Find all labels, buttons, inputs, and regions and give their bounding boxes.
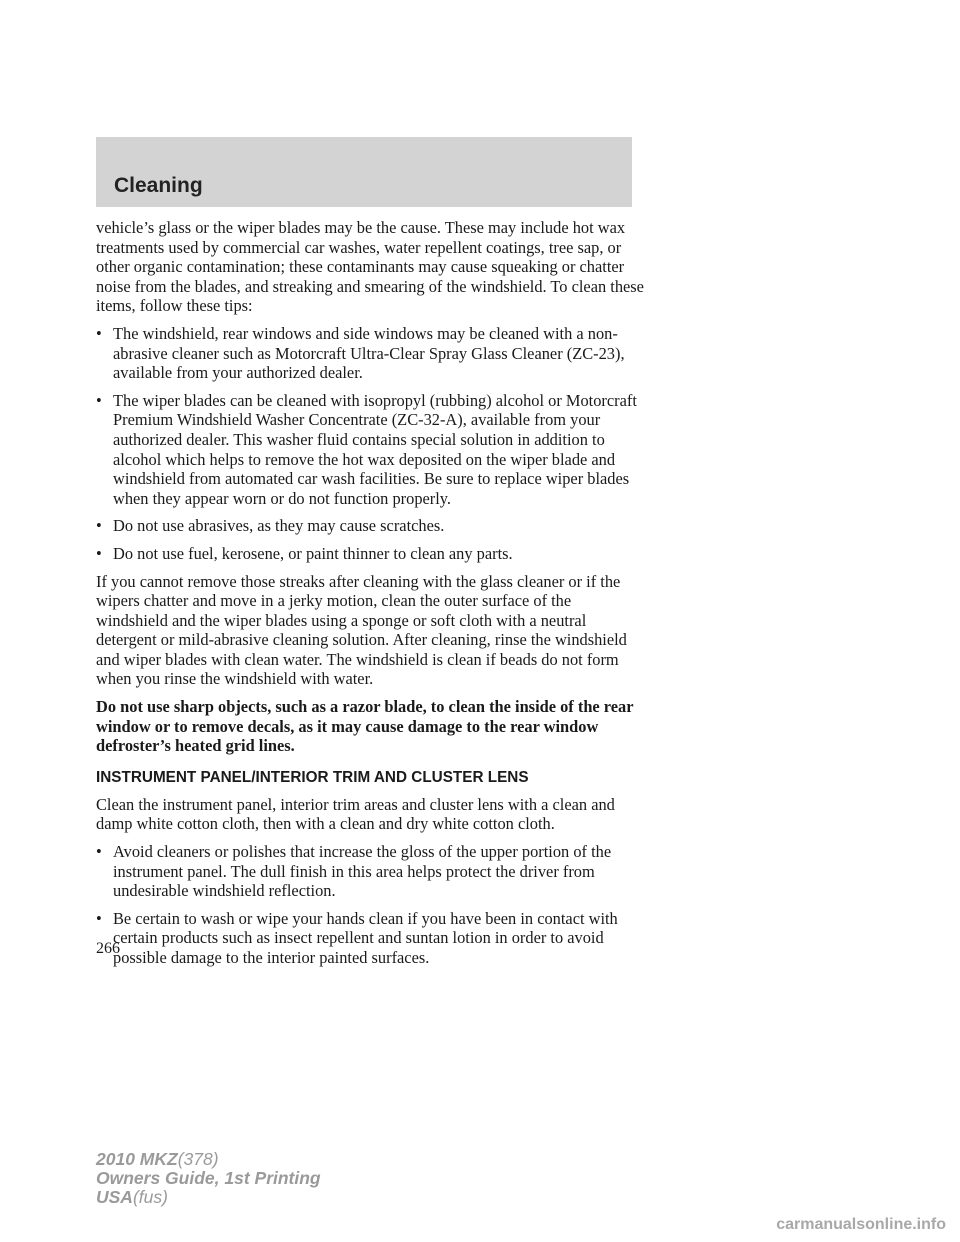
bullet-icon: • [96, 323, 102, 343]
bullet-icon: • [96, 543, 102, 563]
list-item: • Be certain to wash or wipe your hands clean if you have been in contact with certain products such as insect repellent and suntan lotion in order to avoid possible damage to the interior painted surfaces. [96, 908, 618, 967]
instrument-panel-list [96, 842, 644, 968]
bullet-icon: • [96, 842, 102, 862]
list-item: • Do not use fuel, kerosene, or paint thinner to clean any parts. [96, 543, 513, 563]
bullet-icon: • [96, 516, 102, 536]
bullet-icon: • [96, 908, 102, 928]
list-item: • The wiper blades can be cleaned with isopropyl (rubbing) alcohol or Motorcraft Premium Windshield Washer Concentrate (ZC-32-A), available from your authorized dealer. This washer fluid contains special solution in addition to alcohol which helps to remove the hot wax deposited on the wiper blade and windshield from automated car wash facilities. Be sure to replace wiper blades when they appear worn or do not function properly. [96, 390, 637, 508]
page-number: 266 [96, 940, 120, 957]
list-item: • Do not use abrasives, as they may cause scratches. [96, 516, 445, 536]
bullet-icon: • [96, 390, 102, 410]
list-item: • The windshield, rear windows and side windows may be cleaned with a non-abrasive cleaner such as Motorcraft Ultra-Clear Spray Glass Cleaner (ZC-23), available from your authorized dealer. [96, 323, 625, 383]
footer-print-info [96, 1150, 321, 1207]
list-item: • Avoid cleaners or polishes that increase the gloss of the upper portion of the instrument panel. The dull finish in this area helps protect the driver from undesirable windshield reflection. [96, 842, 612, 901]
tips-list [96, 324, 644, 564]
footer-line-region: USA(fus) [96, 1187, 168, 1207]
watermark: carmanualsonline.info [776, 1216, 946, 1233]
section-title: Cleaning [114, 174, 203, 197]
page-content [96, 218, 644, 976]
warning-paragraph: Do not use sharp objects, such as a razor blade, to clean the inside of the rear window or to remove decals, as it may cause damage to the rear window defroster’s heated grid lines. [96, 697, 634, 756]
footer-line-model: 2010 MKZ(378) [96, 1149, 219, 1169]
footer-line-guide: Owners Guide, 1st Printing [96, 1168, 321, 1188]
instrument-panel-paragraph: Clean the instrument panel, interior trim areas and cluster lens with a clean and damp white cotton cloth, then with a clean and dry white cotton cloth. [96, 794, 615, 834]
intro-paragraph: vehicle’s glass or the wiper blades may be the cause. These may include hot wax treatments used by commercial car washes, water repellent coatings, tree sap, or other organic contamination; these contaminants may cause squeaking or chatter noise from the blades, and streaking and smearing of the windshield. To clean these items, follow these tips: [96, 218, 644, 316]
streaks-paragraph: If you cannot remove those streaks after cleaning with the glass cleaner or if the wipers chatter and move in a jerky motion, clean the outer surface of the windshield and the wiper blades using a sponge or soft cloth with a neutral detergent or mild-abrasive cleaning solution. After cleaning, rinse the windshield and wiper blades with clean water. The windshield is clean if beads do not form when you rinse the windshield with water. [96, 571, 627, 689]
instrument-panel-heading: INSTRUMENT PANEL/INTERIOR TRIM AND CLUSTER LENS [96, 768, 529, 786]
